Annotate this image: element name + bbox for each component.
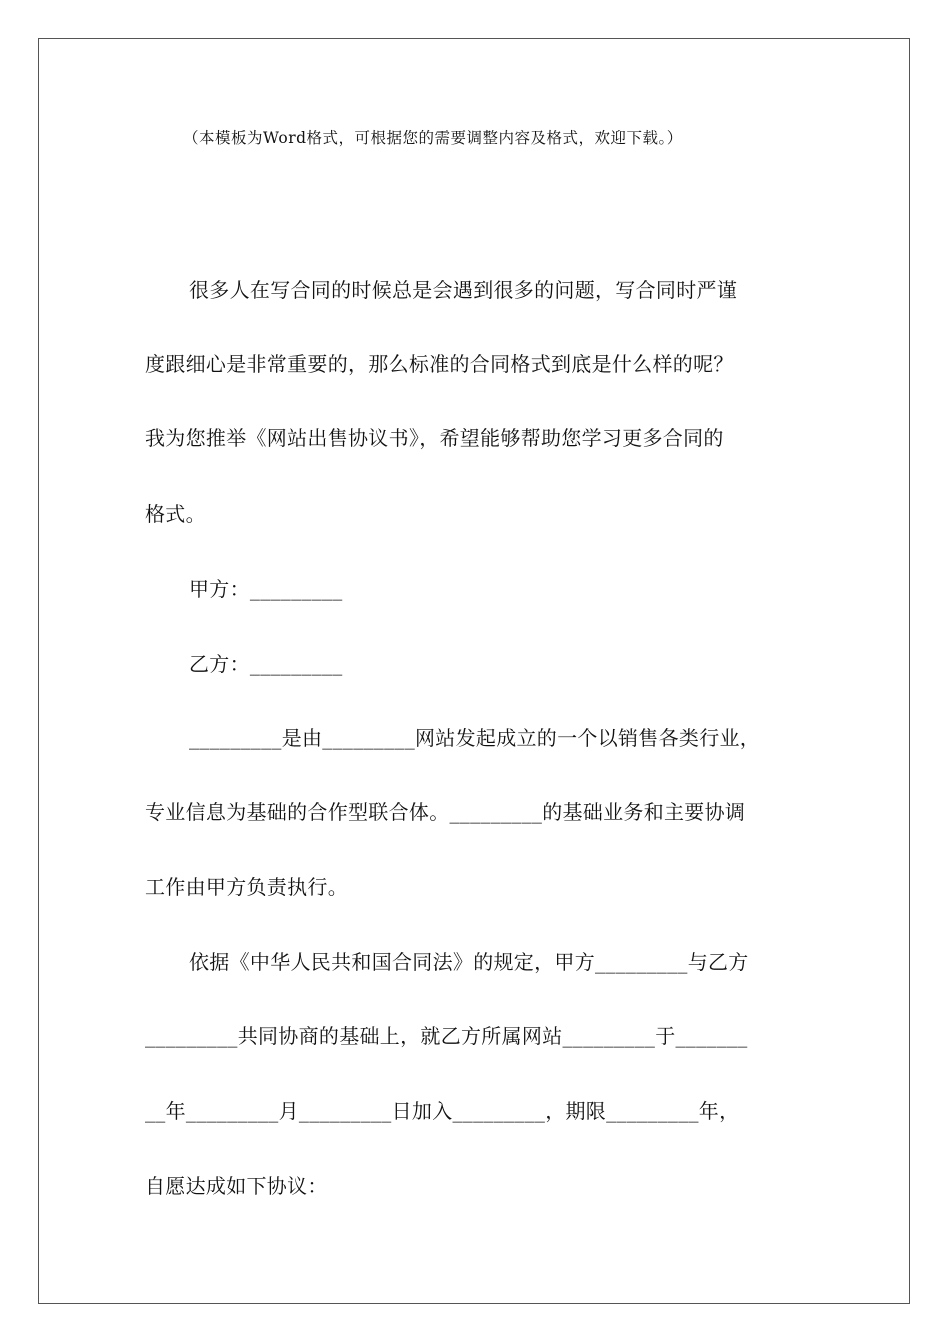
- intro-line-3: 我为您推举《网站出售协议书》，希望能够帮助您学习更多合同的: [145, 426, 724, 450]
- intro-line-4: 格式。: [145, 502, 206, 526]
- clause1-line-1: _________是由_________网站发起成立的一个以销售各类行业，: [189, 726, 761, 750]
- party-a-field: 甲方：_________: [189, 577, 343, 601]
- clause2-line-1: 依据《中华人民共和国合同法》的规定，甲方_________与乙方: [189, 950, 749, 974]
- intro-line-1: 很多人在写合同的时候总是会遇到很多的问题，写合同时严谨: [189, 278, 738, 302]
- clause1-line-2: 专业信息为基础的合作型联合体。_________的基础业务和主要协调: [145, 800, 746, 824]
- intro-line-2: 度跟细心是非常重要的，那么标准的合同格式到底是什么样的呢？: [145, 352, 734, 376]
- clause2-line-3: __年_________月_________日加入_________，期限_________年，: [145, 1099, 740, 1123]
- clause2-line-4: 自愿达成如下协议：: [145, 1174, 328, 1198]
- clause1-line-3: 工作由甲方负责执行。: [145, 875, 348, 899]
- clause2-line-2: _________共同协商的基础上，就乙方所属网站_________于_______: [145, 1024, 748, 1048]
- template-note: （本模板为Word格式，可根据您的需要调整内容及格式，欢迎下载。）: [183, 129, 683, 147]
- party-b-field: 乙方：_________: [189, 652, 343, 676]
